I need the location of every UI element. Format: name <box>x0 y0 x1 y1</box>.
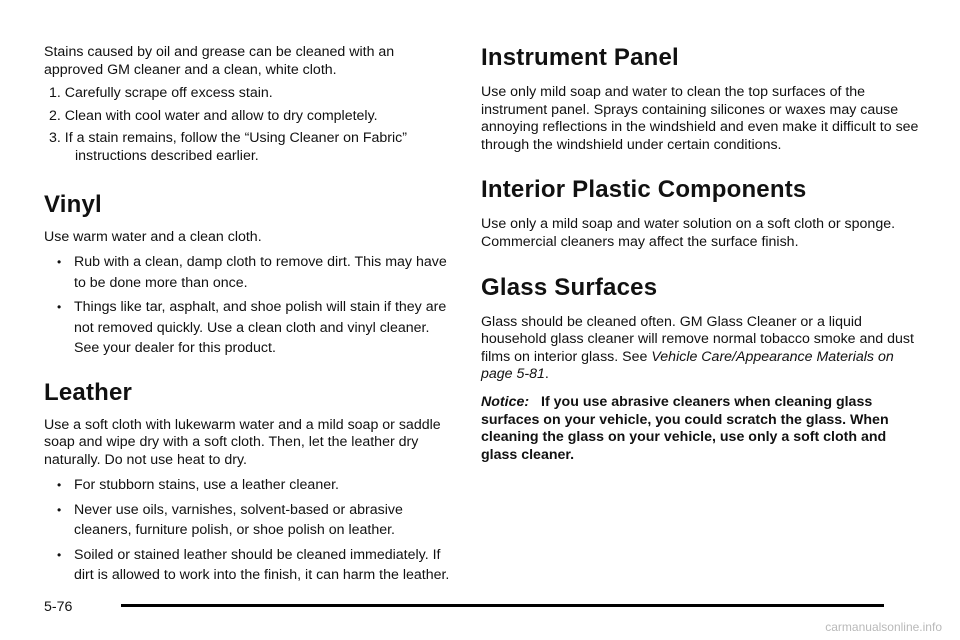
ref-period: . <box>544 366 549 383</box>
instrument-panel-heading: Instrument Panel <box>481 44 679 71</box>
bullet-text: For stubborn stains, use a leather cleaner. <box>74 477 339 494</box>
glass-surfaces-heading: Glass Surfaces <box>481 273 658 301</box>
see-label: See <box>622 348 648 365</box>
bullet-item <box>44 500 456 541</box>
footer-rule <box>121 604 884 607</box>
bullet-text: Things like tar, asphalt, and shoe polish will stain if they are not removed quickly. Use a clean cloth and vinyl cleaner. See your dealer for this product. <box>74 299 447 357</box>
watermark: carmanualsonline.info <box>825 620 942 634</box>
vinyl-bullet-list <box>44 252 456 359</box>
bullet-item <box>44 545 456 586</box>
bullet-icon: • <box>57 300 62 315</box>
step-item: 2. Clean with cool water and allow to dry completely. <box>49 107 378 124</box>
notice-paragraph <box>481 394 921 464</box>
leather-bullet-list <box>44 475 456 586</box>
bullet-text: Soiled or stained leather should be cleaned immediately. If dirt is allowed to work into the finish, it can harm the leather. <box>74 546 450 584</box>
bullet-item <box>44 475 456 496</box>
notice-label: Notice: <box>481 393 530 410</box>
cross-reference-link[interactable]: Vehicle Care/Appearance Materials on page 5-81 <box>481 348 894 383</box>
step-item: 3. If a stain remains, follow the “Using Cleaner on Fabric” instructions described earlier. <box>49 130 407 164</box>
step-item: 1. Carefully scrape off excess stain. <box>49 85 273 102</box>
instrument-panel-paragraph: Use only mild soap and water to clean the top surfaces of the instrument panel. Sprays containing silicones or waxes may cause annoying reflections in the windshield and even make it difficult to see through the windshield under certain conditions. <box>481 84 919 153</box>
leather-heading: Leather <box>44 378 133 406</box>
bullet-item <box>44 297 456 359</box>
right-column <box>481 44 921 464</box>
bullet-icon: • <box>57 255 62 270</box>
page-number: 5-76 <box>44 599 73 615</box>
bullet-icon: • <box>57 547 62 562</box>
bullet-icon: • <box>57 502 62 517</box>
stain-intro-paragraph: Stains caused by oil and grease can be cleaned with an approved GM cleaner and a clean, white cloth. <box>44 44 395 78</box>
notice-text: If you use abrasive cleaners when cleaning glass surfaces on your vehicle, you could scratch the glass. When cleaning the glass on your vehicle, use only a soft cloth and glass cleaner. <box>481 393 889 463</box>
bullet-text: Never use oils, varnishes, solvent-based or abrasive cleaners, furniture polish, or shoe polish on leather. <box>74 501 403 539</box>
vinyl-paragraph: Use warm water and a clean cloth. <box>44 228 262 245</box>
plastic-components-paragraph: Use only a mild soap and water solution on a soft cloth or sponge. Commercial cleaners may affect the surface finish. <box>481 216 896 250</box>
bullet-item <box>44 252 456 293</box>
plastic-components-heading: Interior Plastic Components <box>481 176 807 204</box>
vinyl-heading: Vinyl <box>44 190 102 218</box>
glass-surfaces-paragraph <box>481 314 921 384</box>
bullet-text: Rub with a clean, damp cloth to remove dirt. This may have to be done more than once. <box>74 254 447 291</box>
bullet-icon: • <box>57 478 62 493</box>
stain-steps-list <box>44 85 456 165</box>
leather-paragraph: Use a soft cloth with lukewarm water and a mild soap or saddle soap and wipe dry with a soft cloth. Then, let the leather dry naturally. Do not use heat to dry. <box>44 416 441 468</box>
glass-text: Glass should be cleaned often. GM Glass Cleaner or a liquid household glass cleaner will remove normal tobacco smoke and dust films on interior glass. <box>481 313 914 365</box>
left-column <box>44 44 456 590</box>
